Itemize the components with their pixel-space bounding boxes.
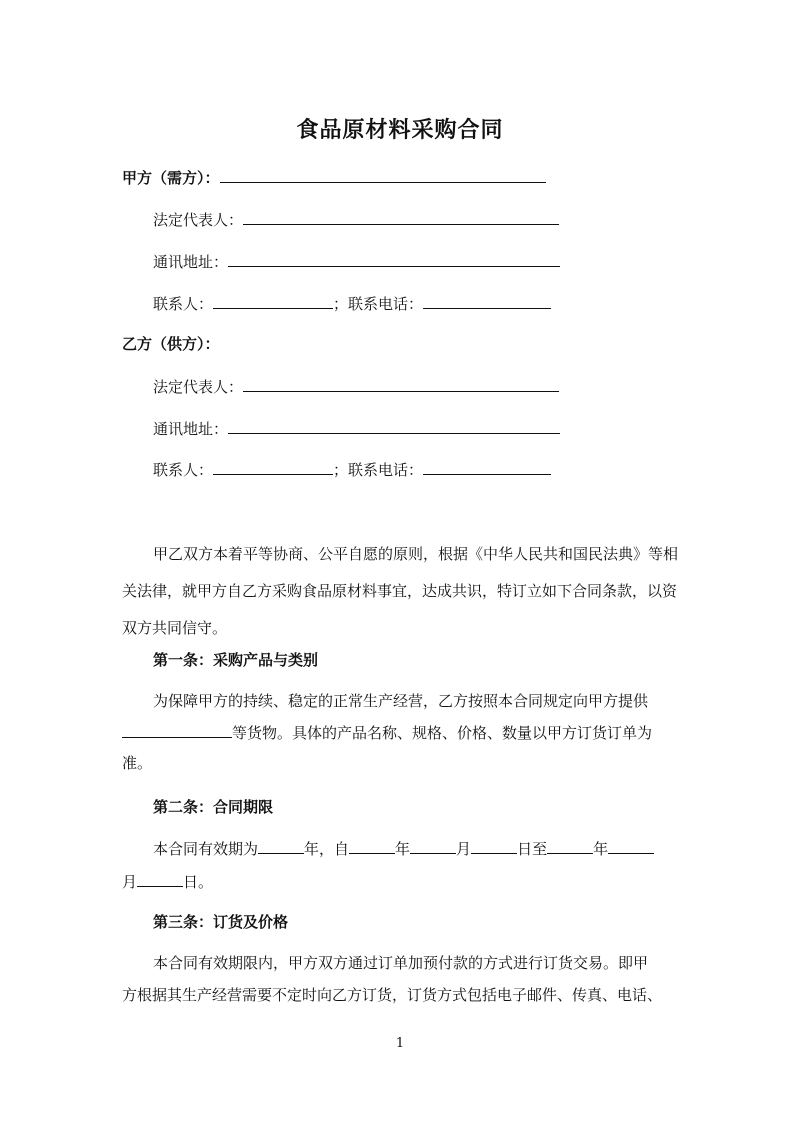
party-b-contact-line xyxy=(153,458,551,481)
article-2-text-2: 年，自 xyxy=(304,840,350,858)
party-a-addr-blank[interactable] xyxy=(228,250,560,267)
article-3-heading: 第三条：订货及价格 xyxy=(153,913,289,931)
party-b-label: 乙方（供方）： xyxy=(122,335,220,353)
article-2-text-8: 日。 xyxy=(183,873,214,891)
party-a-line xyxy=(122,166,546,189)
party-a-rep-blank[interactable] xyxy=(243,208,559,225)
article-2-text-3: 年 xyxy=(395,840,411,858)
party-b-rep-label: 法定代表人： xyxy=(153,378,244,396)
document-title: 食品原材料采购合同 xyxy=(296,117,504,143)
article-1-line-1: 为保障甲方的持续、稳定的正常生产经营，乙方按照本合同规定向甲方提供 xyxy=(153,692,649,710)
article-2-text-6: 年 xyxy=(593,840,609,858)
article-1-line-3: 准。 xyxy=(122,754,153,772)
start-day-blank[interactable] xyxy=(471,837,517,854)
party-b-addr-line xyxy=(153,417,560,440)
article-2-line-1 xyxy=(153,837,654,860)
party-a-contact-label: 联系人： xyxy=(153,295,214,313)
end-year-blank[interactable] xyxy=(547,837,593,854)
party-a-contact-blank[interactable] xyxy=(213,292,333,309)
start-month-blank[interactable] xyxy=(410,837,456,854)
party-b-addr-label: 通讯地址： xyxy=(153,420,229,438)
article-2-text-1: 本合同有效期为 xyxy=(153,840,259,858)
party-b-phone-label: ；联系电话： xyxy=(333,461,424,479)
article-2-text-5: 日至 xyxy=(517,840,548,858)
page-number: 1 xyxy=(395,1036,405,1051)
end-day-blank[interactable] xyxy=(137,870,183,887)
article-2-text-7: 月 xyxy=(122,873,138,891)
party-b-phone-blank[interactable] xyxy=(423,458,551,475)
start-year-blank[interactable] xyxy=(349,837,395,854)
article-1-line-2-text: 等货物。具体的产品名称、规格、价格、数量以甲方订货订单为 xyxy=(232,724,653,742)
article-2-text-4: 月 xyxy=(456,840,472,858)
end-month-blank[interactable] xyxy=(608,837,654,854)
party-a-addr-line xyxy=(153,250,560,273)
party-a-phone-blank[interactable] xyxy=(423,292,551,309)
party-a-contact-line xyxy=(153,292,551,315)
party-b-rep-line xyxy=(153,375,559,398)
party-a-blank[interactable] xyxy=(220,166,546,183)
article-3-line-2: 方根据其生产经营需要不定时向乙方订货，订货方式包括电子邮件、传真、电话、 xyxy=(122,986,663,1004)
party-b-rep-blank[interactable] xyxy=(243,375,559,392)
article-2-line-2 xyxy=(122,870,213,893)
party-a-phone-label: ；联系电话： xyxy=(333,295,424,313)
party-a-addr-label: 通讯地址： xyxy=(153,253,229,271)
party-b-contact-blank[interactable] xyxy=(213,458,333,475)
party-a-rep-line xyxy=(153,208,559,231)
article-1-heading: 第一条：采购产品与类别 xyxy=(153,651,319,669)
party-a-rep-label: 法定代表人： xyxy=(153,211,244,229)
article-1-goods-blank[interactable] xyxy=(122,721,232,738)
article-3-line-1: 本合同有效期限内，甲方双方通过订单加预付款的方式进行订货交易。即甲 xyxy=(153,954,649,972)
intro-paragraph: 甲乙双方本着平等协商、公平自愿的原则，根据《中华人民共和国民法典》等相关法律，就甲方自乙方采购食品原材料事宜，达成共识，特订立如下合同条款，以资双方共同信守。 xyxy=(122,545,679,637)
party-a-label: 甲方（需方）： xyxy=(122,169,220,187)
party-b-contact-label: 联系人： xyxy=(153,461,214,479)
party-b-line xyxy=(122,333,220,355)
article-2-heading: 第二条：合同期限 xyxy=(153,798,274,816)
article-1-line-2 xyxy=(122,721,652,744)
party-b-addr-blank[interactable] xyxy=(228,417,560,434)
term-years-blank[interactable] xyxy=(258,837,304,854)
